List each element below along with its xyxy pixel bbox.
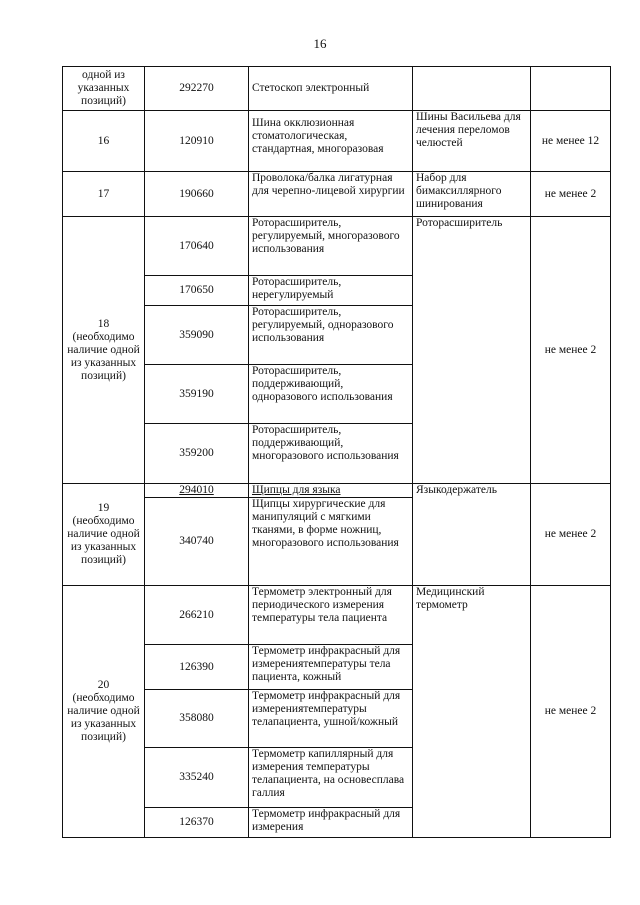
name-cell: Термометр капиллярный для измерения температуры телапациента, на основесплава галлия [249,748,413,808]
name-cell: Роторасширитель, поддерживающий, одноразового использования [249,365,413,424]
kit-cell: Роторасширитель [413,217,531,484]
page-number: 16 [313,36,327,51]
name-cell: Термометр инфракрасный для измерения [249,808,413,838]
table-row [63,484,611,498]
code-cell: 359200 [145,424,249,484]
quantity-cell [531,67,611,111]
code-cell: 340740 [145,498,249,586]
position-number-cell: одной из указанных позиций) [63,67,145,111]
code-cell: 190660 [145,172,249,217]
position-number-cell: 17 [63,172,145,217]
name-cell: Щипцы для языка [249,484,413,498]
code-cell: 335240 [145,748,249,808]
table-row [63,67,611,111]
kit-cell: Набор для бимаксиллярного шинирования [413,172,531,217]
name-cell: Шина окклюзионная стоматологическая, стандартная, многоразовая [249,111,413,172]
code-cell: 126390 [145,645,249,690]
position-number-cell: 16 [63,111,145,172]
code-cell: 266210 [145,586,249,645]
name-cell: Роторасширитель, регулируемый, одноразового использования [249,306,413,365]
position-number-cell: 20 (необходимо наличие одной из указанных позиций) [63,586,145,838]
table-row [63,217,611,276]
position-number-cell: 18 (необходимо наличие одной из указанных позиций) [63,217,145,484]
code-cell: 120910 [145,111,249,172]
code-cell: 358080 [145,690,249,748]
name-cell: Термометр инфракрасный для измерениятемпературы тела пациента, кожный [249,645,413,690]
code-cell: 292270 [145,67,249,111]
name-cell: Роторасширитель, регулируемый, многоразового использования [249,217,413,276]
quantity-cell: не менее 12 [531,111,611,172]
kit-cell: Медицинский термометр [413,586,531,838]
kit-cell: Шины Васильева для лечения переломов челюстей [413,111,531,172]
code-cell: 359090 [145,306,249,365]
table-row [63,172,611,217]
name-cell: Стетоскоп электронный [249,67,413,111]
code-cell: 294010 [145,484,249,498]
quantity-cell: не менее 2 [531,172,611,217]
name-cell: Роторасширитель, поддерживающий, многоразового использования [249,424,413,484]
kit-cell [413,67,531,111]
table-row [63,111,611,172]
name-cell: Щипцы хирургические для манипуляций с мягкими тканями, в форме ножниц, многоразового использования [249,498,413,586]
name-cell: Проволока/балка лигатурная для черепно-лицевой хирургии [249,172,413,217]
position-number-cell: 19 (необходимо наличие одной из указанных позиций) [63,484,145,586]
quantity-cell: не менее 2 [531,217,611,484]
code-cell: 170640 [145,217,249,276]
kit-cell: Языкодержатель [413,484,531,586]
name-cell: Роторасширитель, нерегулируемый [249,276,413,306]
table-row [63,586,611,645]
equipment-table [62,66,611,838]
name-cell: Термометр электронный для периодического измерения температуры тела пациента [249,586,413,645]
code-cell: 359190 [145,365,249,424]
name-cell: Термометр инфракрасный для измерениятемпературы телапациента, ушной/кожный [249,690,413,748]
code-cell: 126370 [145,808,249,838]
quantity-cell: не менее 2 [531,586,611,838]
quantity-cell: не менее 2 [531,484,611,586]
code-cell: 170650 [145,276,249,306]
